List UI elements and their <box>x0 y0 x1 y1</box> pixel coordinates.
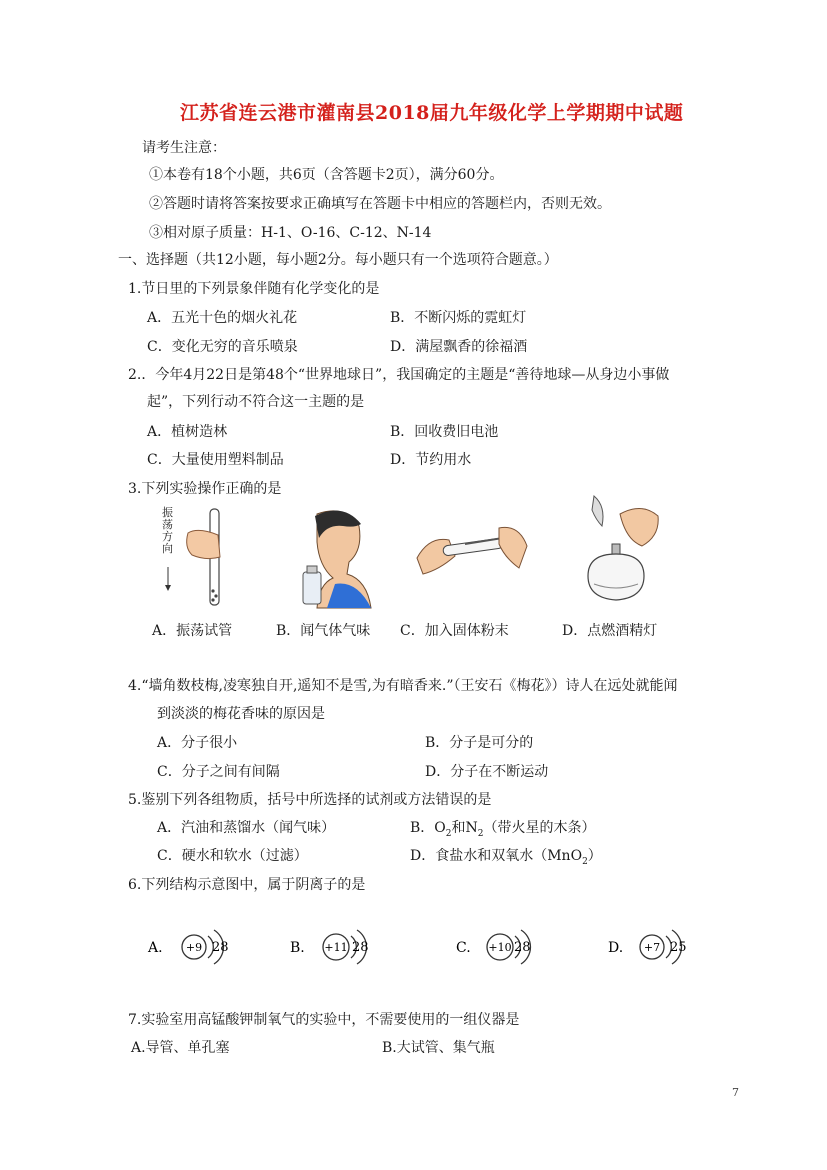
diagram-b-letter: B. <box>290 940 305 956</box>
notice-item-3: ③相对原子质量：H-1、O-16、C-12、N-14 <box>149 225 432 241</box>
q1-option-d: D．满屋飘香的徐福酒 <box>390 339 528 355</box>
q5-b-subscript-1: 2 <box>445 828 452 839</box>
q7-option-a: A.导管、单孔塞 <box>131 1040 230 1056</box>
page-title: 江苏省连云港市灌南县2018届九年级化学上学期期中试题 <box>180 102 684 124</box>
atomic-structure-diagrams <box>140 918 720 978</box>
q3-option-d: D．点燃酒精灯 <box>562 623 658 639</box>
q5-option-c: C．硬水和软水（过滤） <box>157 848 308 864</box>
test-tube-illustration <box>160 505 240 610</box>
q2-option-b: B．回收费旧电池 <box>390 424 499 440</box>
question-2-stem-line2: 起”，下列行动不符合这一主题的是 <box>147 394 365 410</box>
q7-option-b: B.大试管、集气瓶 <box>382 1040 495 1056</box>
smelling-illustration <box>297 504 377 612</box>
question-4-stem-line2: 到淡淡的梅花香味的原因是 <box>157 706 325 722</box>
q5-b-suffix: （带火星的木条） <box>483 820 596 836</box>
notice-item-1: ①本卷有18个小题，共6页（含答题卡2页），满分60分。 <box>149 167 504 183</box>
question-7-stem: 7.实验室用高锰酸钾制氧气的实验中，不需要使用的一组仪器是 <box>128 1012 520 1028</box>
diagram-d-nucleus: +7 <box>643 941 661 954</box>
diagram-a-letter: A. <box>148 940 163 956</box>
diagram-b-shells: 28 <box>352 940 369 955</box>
q2-option-d: D．节约用水 <box>390 452 472 468</box>
diagram-a-nucleus: +9 <box>185 941 203 954</box>
diagram-a-shells: 28 <box>212 940 229 955</box>
q4-option-b: B．分子是可分的 <box>425 735 534 751</box>
q1-option-a: A．五光十色的烟火礼花 <box>147 310 298 326</box>
powder-illustration <box>415 518 530 580</box>
q5-d-subscript: 2 <box>582 856 588 867</box>
diagram-a <box>147 930 229 964</box>
shake-direction-label: 振荡方向 <box>162 506 173 555</box>
q1-option-c: C．变化无穷的音乐喷泉 <box>147 339 298 355</box>
q2-option-a: A．植树造林 <box>147 424 228 440</box>
q5-option-d <box>410 847 602 871</box>
alcohol-lamp-illustration <box>576 492 666 606</box>
q5-b-prefix: B．O <box>410 820 446 836</box>
diagram-b <box>290 930 369 964</box>
diagram-c-nucleus: +10 <box>488 941 512 954</box>
q5-b-middle: 和N <box>451 820 478 836</box>
q5-d-suffix: ） <box>587 848 602 864</box>
question-5-stem: 5.鉴别下列各组物质，括号中所选择的试剂或方法错误的是 <box>128 792 492 808</box>
question-1-stem: 1.节日里的下列景象伴随有化学变化的是 <box>128 281 380 297</box>
diagram-b-nucleus: +11 <box>324 941 348 954</box>
q1-option-b: B．不断闪烁的霓虹灯 <box>390 310 527 326</box>
diagram-c-letter: C. <box>456 940 471 956</box>
figure-adding-powder <box>415 518 530 580</box>
q4-option-a: A．分子很小 <box>157 735 238 751</box>
q5-option-a: A．汽油和蒸馏水（闻气味） <box>157 820 336 836</box>
q3-option-c: C．加入固体粉末 <box>400 623 509 639</box>
q2-option-c: C．大量使用塑料制品 <box>147 452 284 468</box>
question-3-stem: 3.下列实验操作正确的是 <box>128 481 282 497</box>
q3-option-b: B．闻气体气味 <box>276 623 371 639</box>
diagram-d <box>608 930 687 964</box>
q3-option-a: A．振荡试管 <box>152 623 233 639</box>
question-2-stem-line1: 2.．今年4月22日是第48个“世界地球日”，我国确定的主题是“善待地球—从身边小事做 <box>128 367 670 383</box>
figure-alcohol-lamp <box>576 492 666 606</box>
q5-b-subscript-2: 2 <box>477 828 484 839</box>
page-number: 7 <box>732 1086 739 1099</box>
notice-heading: 请考生注意： <box>142 140 226 156</box>
q5-option-b <box>410 819 595 843</box>
notice-item-2: ②答题时请将答案按要求正确填写在答题卡中相应的答题栏内，否则无效。 <box>149 196 611 212</box>
diagram-c-shells: 28 <box>514 940 531 955</box>
question-4-stem-line1: 4.“墙角数枝梅,凌寒独自开,遥知不是雪,为有暗香来.”（王安石《梅花》）诗人在远处就能闻 <box>128 678 678 694</box>
section-heading: 一、选择题（共12小题，每小题2分。每小题只有一个选项符合题意。） <box>118 252 558 268</box>
q4-option-c: C．分子之间有间隔 <box>157 764 280 780</box>
diagram-d-shells: 25 <box>670 940 687 955</box>
q5-d-prefix: D．食盐水和双氧水（MnO <box>410 848 583 864</box>
question-6-stem: 6.下列结构示意图中，属于阴离子的是 <box>128 877 366 893</box>
diagram-c <box>456 930 531 964</box>
figure-shaking-test-tube <box>160 505 240 610</box>
q4-option-d: D．分子在不断运动 <box>425 764 549 780</box>
diagram-d-letter: D. <box>608 940 624 956</box>
figure-smelling-gas <box>297 504 377 612</box>
